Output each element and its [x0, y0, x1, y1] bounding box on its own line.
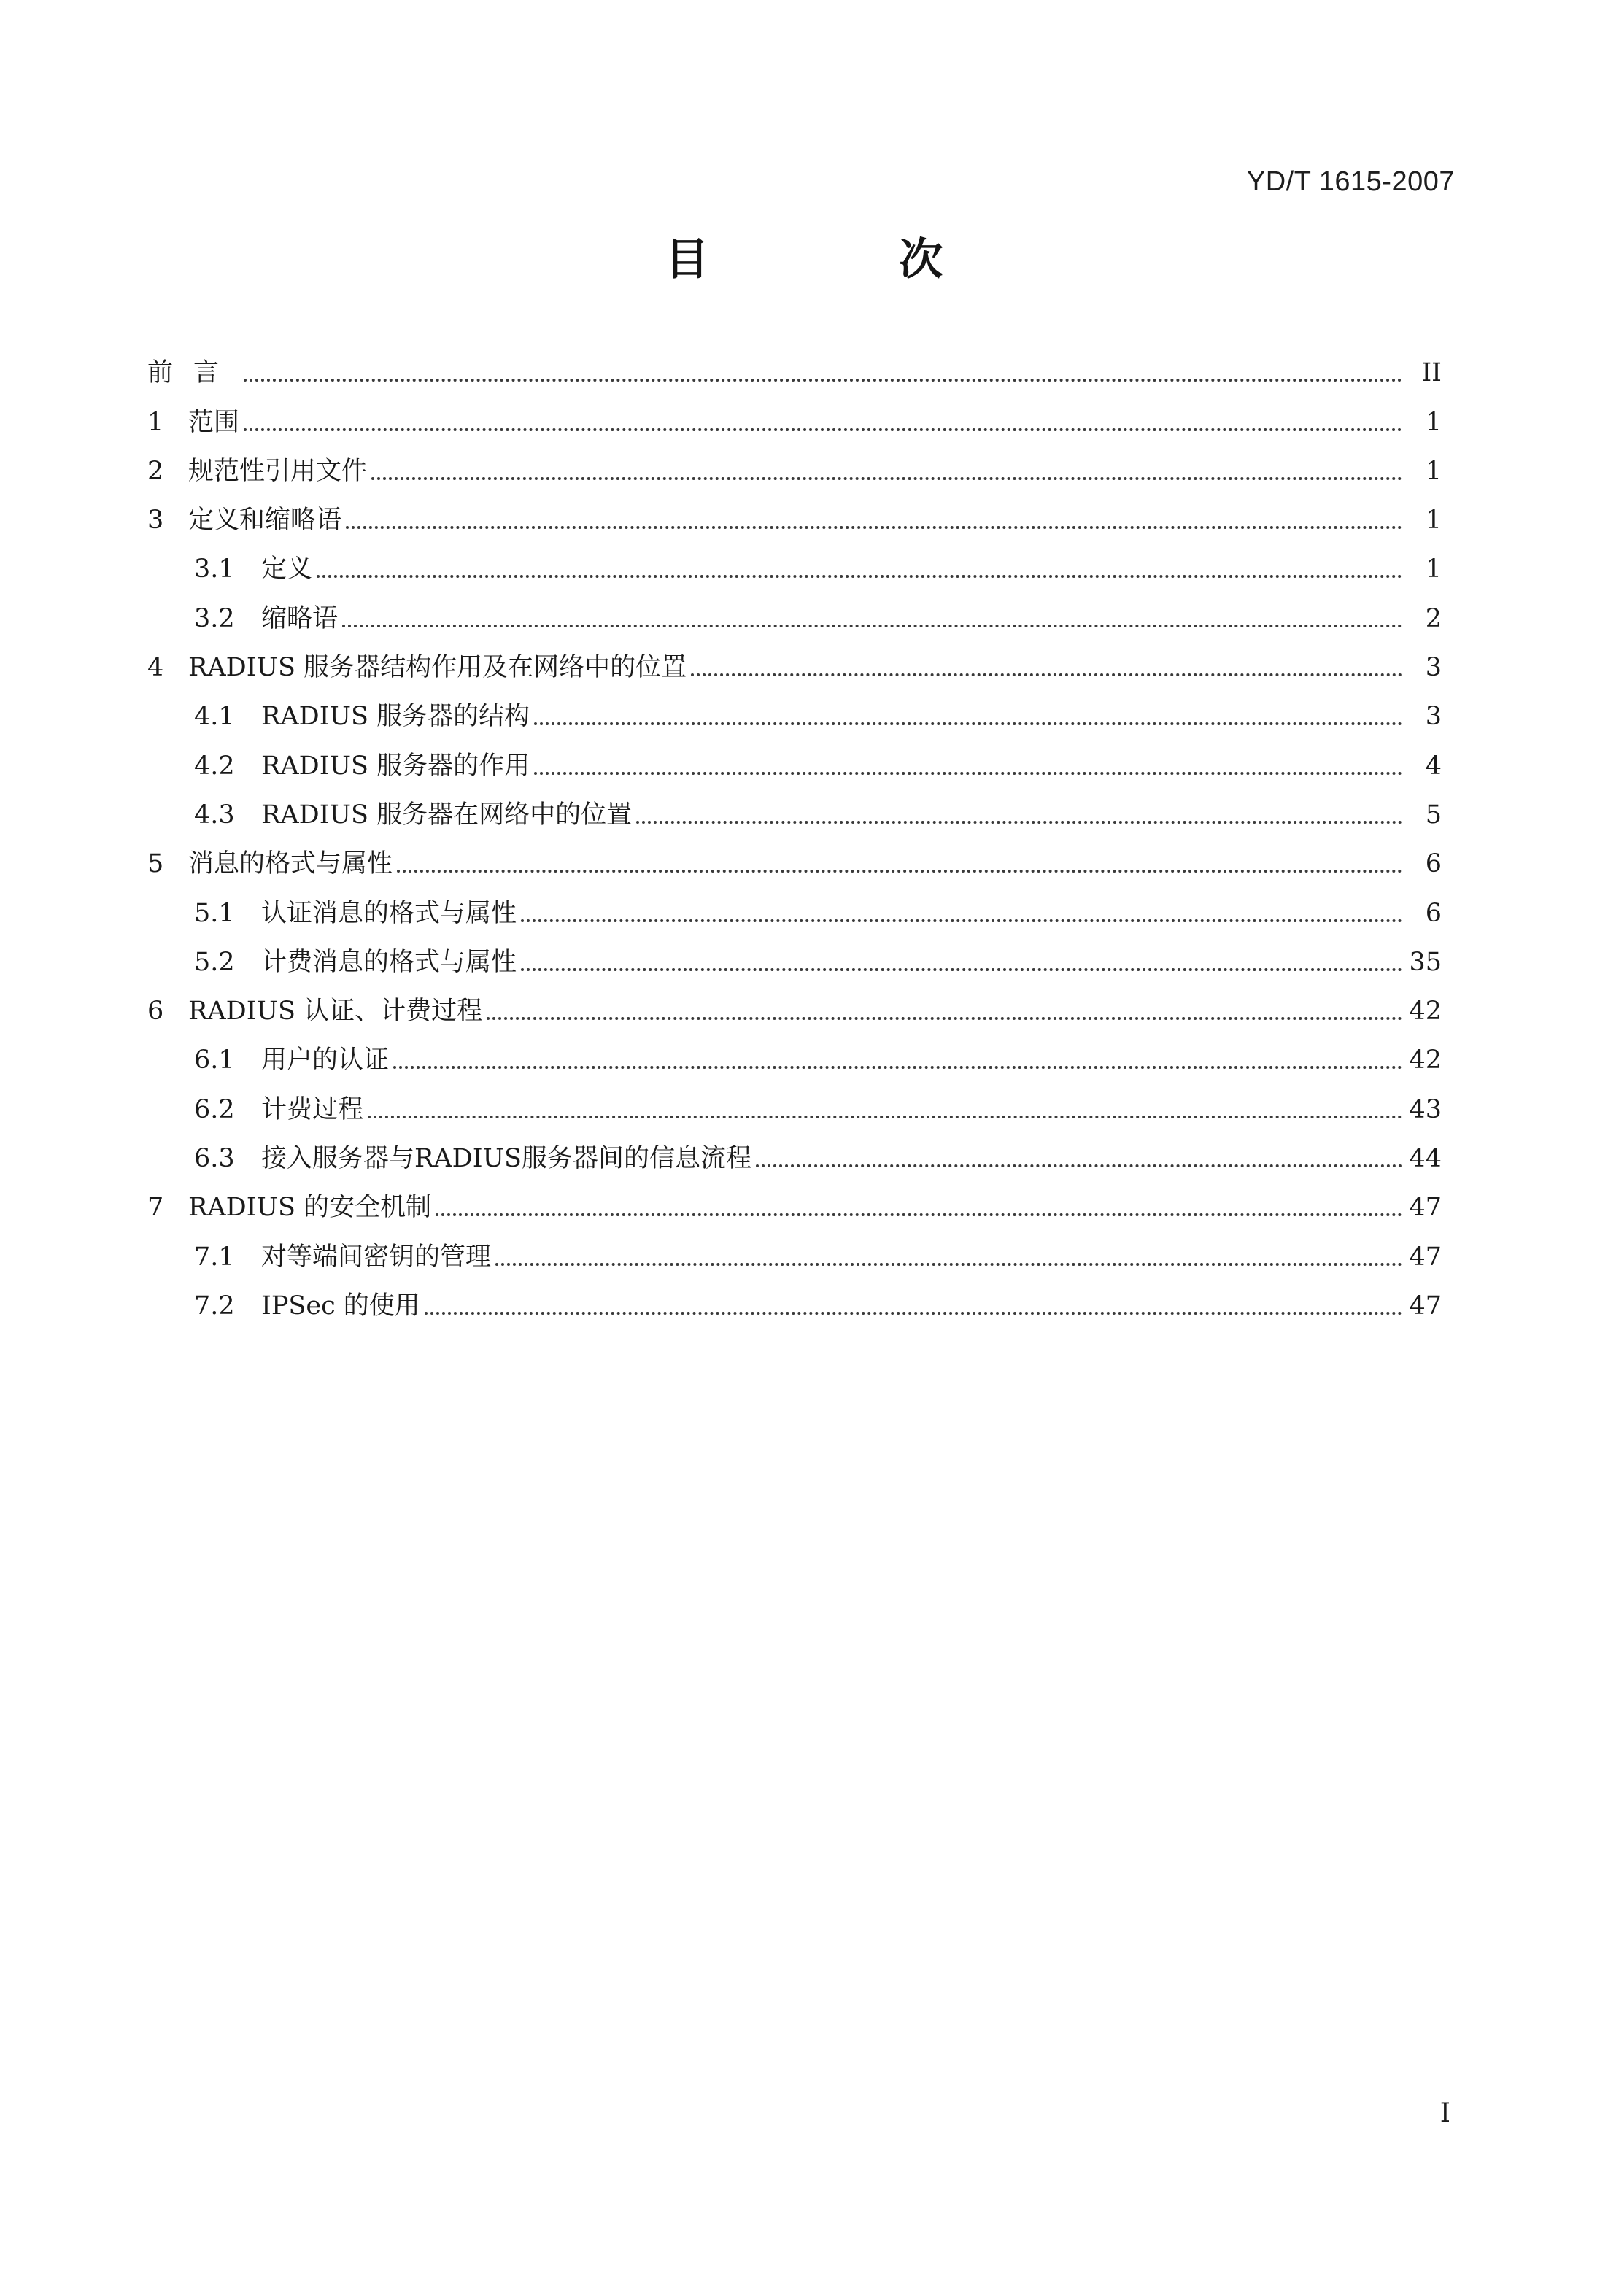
toc-entry[interactable]	[0, 738, 1608, 787]
toc-entry-number: 6.3	[194, 1144, 235, 1174]
toc-entry-page: 2	[1425, 603, 1442, 633]
toc-entry[interactable]	[0, 395, 1608, 444]
toc-entry-number: 7.1	[194, 1242, 235, 1272]
toc-leader-dots	[495, 1263, 1402, 1266]
toc-leader-dots	[436, 1213, 1402, 1216]
toc-entry[interactable]	[0, 346, 1608, 395]
toc-entry-number: 3.1	[194, 554, 235, 584]
toc-entry-label: 认证消息的格式与属性	[261, 898, 517, 928]
toc-entry[interactable]	[0, 886, 1608, 935]
toc-entry[interactable]	[0, 1082, 1608, 1131]
toc-entry-label: RADIUS 服务器在网络中的位置	[261, 800, 633, 830]
toc-entry-number: 7.2	[194, 1291, 235, 1321]
toc-entry-label: 接入服务器与RADIUS服务器间的信息流程	[261, 1144, 751, 1174]
toc-leader-dots	[521, 919, 1402, 922]
toc-entry[interactable]	[0, 1279, 1608, 1328]
toc-entry-page: II	[1421, 358, 1442, 388]
toc-entry-label: 计费过程	[261, 1094, 364, 1124]
toc-entry-label: 前言	[147, 358, 240, 388]
toc-entry-label: 定义和缩略语	[188, 506, 342, 536]
toc-entry-page: 44	[1409, 1144, 1442, 1174]
toc-leader-dots	[317, 575, 1402, 578]
toc-entry-page: 47	[1409, 1242, 1442, 1272]
toc-entry-number: 6	[147, 997, 164, 1027]
toc-leader-dots	[244, 379, 1402, 382]
toc-entry-page: 1	[1425, 506, 1442, 536]
toc-entry[interactable]	[0, 935, 1608, 984]
toc-leader-dots	[534, 772, 1402, 775]
toc-entry[interactable]	[0, 1132, 1608, 1180]
toc-entry-number: 2	[147, 456, 164, 486]
toc-entry-label: 计费消息的格式与属性	[261, 947, 517, 977]
toc-leader-dots	[691, 673, 1402, 676]
toc-leader-dots	[393, 1066, 1402, 1069]
toc-leader-dots	[756, 1164, 1402, 1167]
toc-entry[interactable]	[0, 837, 1608, 886]
toc-entry[interactable]	[0, 1229, 1608, 1278]
toc-leader-dots	[521, 968, 1402, 971]
toc-entry-number: 3.2	[194, 603, 235, 633]
toc-entry-number: 6.2	[194, 1094, 235, 1124]
standard-number: YD/T 1615-2007	[1246, 166, 1455, 197]
toc-entry[interactable]	[0, 689, 1608, 738]
toc-entry[interactable]	[0, 641, 1608, 689]
toc-entry-page: 6	[1425, 898, 1442, 928]
table-of-contents	[0, 346, 1608, 1328]
toc-entry-page: 4	[1425, 751, 1442, 781]
toc-entry-page: 47	[1409, 1291, 1442, 1321]
toc-leader-dots	[342, 625, 1402, 627]
toc-entry[interactable]	[0, 1180, 1608, 1229]
toc-entry-page: 3	[1425, 702, 1442, 732]
toc-leader-dots	[425, 1312, 1402, 1315]
toc-leader-dots	[487, 1017, 1402, 1020]
toc-entry-page: 3	[1425, 653, 1442, 683]
toc-entry[interactable]	[0, 591, 1608, 640]
toc-entry-number: 5.2	[194, 947, 235, 977]
toc-entry-page: 5	[1425, 800, 1442, 830]
toc-entry[interactable]	[0, 984, 1608, 1033]
toc-entry-label: IPSec 的使用	[261, 1291, 420, 1321]
toc-entry-label: 范围	[188, 407, 240, 437]
toc-entry-label: 定义	[261, 554, 313, 584]
page-title: 目 次	[665, 234, 1031, 285]
toc-entry[interactable]	[0, 1033, 1608, 1082]
toc-entry-label: 用户的认证	[261, 1045, 390, 1075]
toc-entry-page: 1	[1425, 554, 1442, 584]
toc-entry-page: 35	[1409, 947, 1442, 977]
toc-entry-label: 缩略语	[261, 603, 339, 633]
toc-entry-page: 42	[1409, 997, 1442, 1027]
toc-entry-label: RADIUS 认证、计费过程	[188, 997, 483, 1027]
toc-entry-number: 5.1	[194, 898, 235, 928]
toc-leader-dots	[244, 428, 1402, 431]
toc-entry-label: RADIUS 服务器的作用	[261, 751, 530, 781]
toc-leader-dots	[397, 870, 1402, 873]
toc-entry-number: 4.1	[194, 702, 235, 732]
toc-entry[interactable]	[0, 542, 1608, 591]
toc-entry[interactable]	[0, 444, 1608, 493]
toc-entry-label: RADIUS 服务器结构作用及在网络中的位置	[188, 653, 687, 683]
toc-entry-page: 47	[1409, 1193, 1442, 1223]
toc-leader-dots	[368, 1116, 1402, 1118]
toc-entry-page: 1	[1425, 456, 1442, 486]
toc-entry-number: 4.3	[194, 800, 235, 830]
toc-entry-number: 4	[147, 653, 164, 683]
toc-entry-label: RADIUS 的安全机制	[188, 1193, 432, 1223]
toc-entry-number: 6.1	[194, 1045, 235, 1075]
toc-leader-dots	[371, 477, 1402, 480]
toc-entry-page: 43	[1409, 1094, 1442, 1124]
toc-entry-label: 规范性引用文件	[188, 456, 368, 486]
toc-entry-page: 6	[1425, 849, 1442, 879]
toc-entry-label: 对等端间密钥的管理	[261, 1242, 492, 1272]
toc-entry[interactable]	[0, 788, 1608, 837]
toc-entry-number: 5	[147, 849, 164, 879]
toc-entry-number: 4.2	[194, 751, 235, 781]
toc-entry-number: 7	[147, 1193, 164, 1223]
toc-entry-number: 1	[147, 407, 164, 437]
toc-entry-label: RADIUS 服务器的结构	[261, 702, 530, 732]
page-number: I	[1439, 2098, 1450, 2128]
toc-entry-number: 3	[147, 506, 164, 536]
toc-entry-page: 1	[1425, 407, 1442, 437]
toc-leader-dots	[534, 722, 1402, 725]
toc-entry-label: 消息的格式与属性	[188, 849, 393, 879]
toc-entry[interactable]	[0, 493, 1608, 542]
toc-entry-page: 42	[1409, 1045, 1442, 1075]
toc-leader-dots	[636, 821, 1402, 824]
toc-leader-dots	[346, 526, 1402, 529]
